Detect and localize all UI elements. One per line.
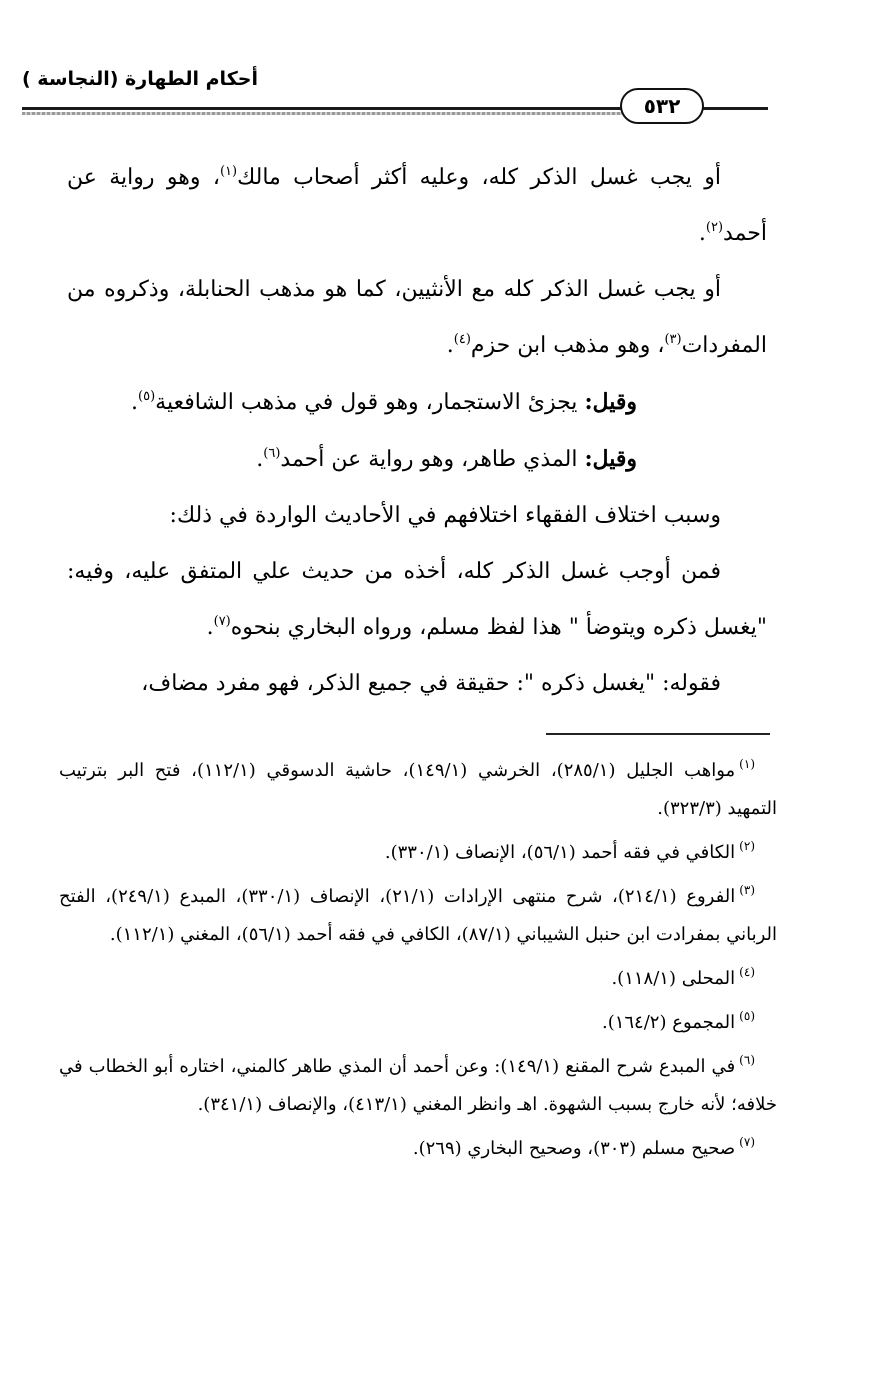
footnote-number: (٣)	[739, 883, 756, 897]
footnote-separator	[546, 733, 770, 735]
footnote-text: صحيح مسلم (٣٠٣)، وصحيح البخاري (٢٦٩).	[412, 1138, 736, 1159]
footnote-1	[59, 752, 777, 828]
footnote-2	[59, 834, 777, 872]
paragraph-3-text-b: .	[131, 390, 139, 415]
paragraph-1-text-c: .	[698, 221, 706, 246]
footnote-text: المجموع (١٦٤/٢).	[601, 1012, 736, 1033]
paragraph-6-text-a: فمن أوجب غسل الذكر كله، أخذه من حديث علي المتفق عليه، وفيه: "يغسل ذكره ويتوضأ " هذا لفظ مسلم، ورواه البخاري بنحوه	[67, 559, 767, 640]
running-title: أحكام الطهارة (النجاسة )	[22, 68, 258, 90]
paragraph-1-text-b: ، وهو رواية عن أحمد	[67, 165, 767, 246]
footnote-number: (٤)	[739, 965, 755, 979]
paragraph-3-lead: وقيل:	[584, 389, 637, 415]
footnote-text: الكافي في فقه أحمد (٥٦/١)، الإنصاف (٣٣٠/١).	[384, 842, 736, 863]
footnote-text: مواهب الجليل (٢٨٥/١)، الخرشي (١٤٩/١)، حاشية الدسوقي (١١٢/١)، فتح البر بترتيب التمهيد (٣٢٣/٣).	[59, 760, 777, 819]
footnote-text: الفروع (٢١٤/١)، شرح منتهى الإرادات (٢١/١)، الإنصاف (٣٣٠/١)، المبدع (٢٤٩/١)، الفتح الرباني بمفرادت ابن حنبل الشيباني (٨٧/١)، الكافي في فقه أحمد (٥٦/١)، المغني (١١٢/١).	[59, 886, 777, 945]
footnote-number: (٧)	[739, 1135, 755, 1149]
footnote-ref-4[interactable]: (٤)	[453, 332, 471, 347]
footnote-number: (٦)	[739, 1053, 755, 1067]
paragraph-4-text-b: .	[256, 447, 264, 472]
paragraph-4-lead: وقيل:	[584, 446, 637, 472]
paragraph-2-text-b: ، وهو مذهب ابن حزم	[470, 333, 665, 358]
footnote-6	[59, 1048, 777, 1124]
header-rule-textured	[22, 112, 622, 115]
footnote-ref-5[interactable]: (٥)	[138, 389, 156, 404]
footnote-7	[59, 1130, 777, 1168]
footnote-ref-7[interactable]: (٧)	[213, 614, 231, 629]
footnote-number: (٢)	[739, 839, 755, 853]
paragraph-6-text-b: .	[206, 615, 214, 640]
body-text	[67, 150, 767, 712]
footnote-3	[59, 878, 777, 954]
footnote-text: في المبدع شرح المقنع (١٤٩/١): وعن أحمد أن المذي طاهر كالمني، اختاره أبو الخطاب في خلافه؛ لأنه خارج بسبب الشهوة. اهـ وانظر المغني (٤١٣/١)، والإنصاف (٣٤١/١).	[59, 1056, 777, 1115]
paragraph-4-text-a: المذي طاهر، وهو رواية عن أحمد	[280, 447, 585, 472]
footnote-ref-6[interactable]: (٦)	[263, 446, 281, 461]
footnote-number: (١)	[739, 757, 755, 771]
footnote-ref-1[interactable]: (١)	[219, 164, 238, 179]
page-number-badge	[620, 88, 704, 124]
paragraph-6	[67, 544, 767, 656]
paragraph-5: وسبب اختلاف الفقهاء اختلافهم في الأحاديث الواردة في ذلك:	[169, 503, 721, 528]
footnote-text: المحلى (١١٨/١).	[611, 968, 736, 989]
paragraph-7: فقوله: "يغسل ذكره ": حقيقة في جميع الذكر، فهو مفرد مضاف،	[141, 671, 721, 696]
page-number: ٥٣٢	[643, 94, 681, 118]
footnotes	[59, 752, 777, 1174]
footnote-ref-2[interactable]: (٢)	[705, 220, 724, 235]
paragraph-3-text-a: يجزئ الاستجمار، وهو قول في مذهب الشافعية	[155, 390, 585, 415]
paragraph-2-text-a: أو يجب غسل الذكر كله مع الأنثيين، كما هو مذهب الحنابلة، وذكروه من المفردات	[67, 277, 767, 358]
paragraph-1	[67, 150, 767, 262]
footnote-4	[59, 960, 777, 998]
paragraph-1-text-a: أو يجب غسل الذكر كله، وعليه أكثر أصحاب مالك	[237, 165, 722, 190]
footnote-5	[59, 1004, 777, 1042]
paragraph-2	[67, 262, 767, 374]
footnote-number: (٥)	[739, 1009, 755, 1023]
paragraph-2-text-c: .	[446, 333, 454, 358]
paragraph-4	[67, 431, 767, 488]
footnote-ref-3[interactable]: (٣)	[664, 332, 682, 347]
paragraph-3	[67, 374, 767, 431]
